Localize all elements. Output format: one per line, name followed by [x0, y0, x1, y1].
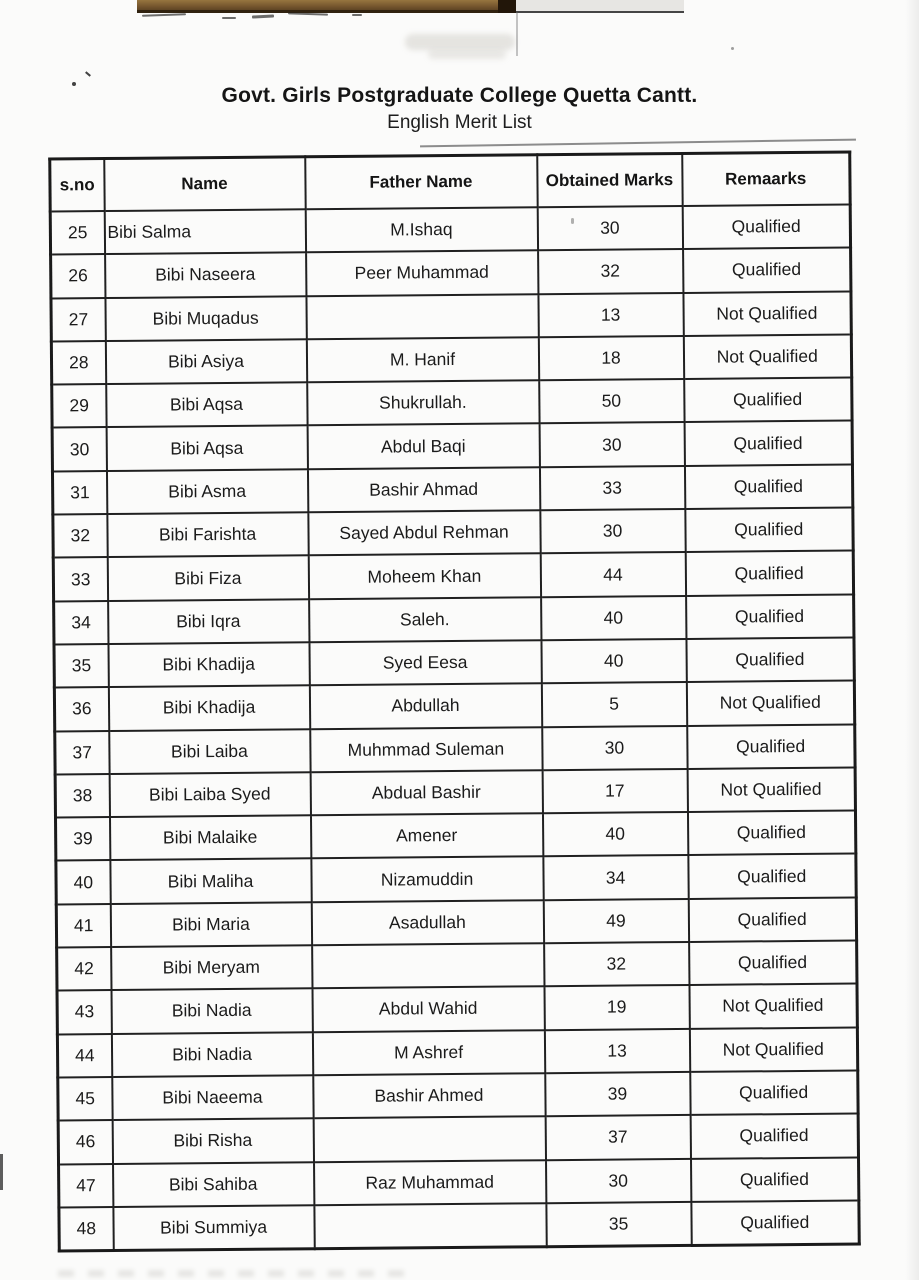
table-row: [58, 1070, 858, 1120]
cell-marks: 40: [541, 596, 686, 641]
cell-father: [314, 1203, 546, 1248]
paper-left-edge-notch: [0, 1154, 3, 1190]
cell-name: Bibi Khadija: [108, 686, 309, 731]
table-row: [50, 205, 850, 255]
cell-sno: 30: [52, 428, 106, 472]
cell-father: M.Ishaq: [305, 207, 537, 252]
cell-father: [306, 294, 538, 339]
cell-sno: 27: [51, 298, 105, 342]
cell-marks: 44: [540, 552, 685, 597]
cell-father: Abdul Baqi: [307, 424, 539, 469]
page-title: Govt. Girls Postgraduate College Quetta Cantt.: [221, 84, 698, 107]
cell-sno: 39: [55, 817, 109, 861]
cell-sno: 42: [57, 947, 111, 991]
cell-marks: 49: [543, 899, 688, 944]
cell-name: Bibi Asiya: [105, 339, 306, 384]
scan-top-edge-grey-strip: [516, 0, 684, 13]
cell-remarks: Qualified: [685, 508, 853, 553]
cell-father: Syed Eesa: [309, 640, 541, 685]
cell-sno: 46: [58, 1120, 112, 1164]
cell-name: Bibi Asma: [106, 469, 307, 514]
cell-name: Bibi Aqsa: [106, 382, 307, 427]
cell-marks: 18: [538, 336, 683, 381]
table-row: [59, 1200, 859, 1250]
cell-name: Bibi Meryam: [111, 945, 312, 990]
cell-name: Bibi Naeema: [112, 1075, 313, 1120]
cell-marks: 32: [538, 249, 683, 294]
cell-sno: 33: [53, 557, 107, 601]
cell-name: Bibi Khadija: [108, 642, 309, 687]
cell-marks: 19: [544, 985, 689, 1030]
cell-remarks: Not Qualified: [687, 767, 855, 812]
cell-remarks: Qualified: [686, 594, 854, 639]
cell-remarks: Qualified: [688, 897, 856, 942]
scan-top-edge-band: [137, 0, 515, 13]
cell-marks: 37: [545, 1115, 690, 1160]
cell-name: Bibi Iqra: [108, 599, 309, 644]
cell-name: Bibi Sahiba: [113, 1162, 314, 1207]
table-header: [50, 152, 850, 211]
cell-sno: 41: [56, 904, 110, 948]
cell-marks: 17: [542, 769, 687, 814]
table-row: [57, 941, 857, 991]
cell-name: Bibi Nadia: [111, 989, 312, 1034]
scan-mark: [288, 12, 328, 15]
cell-father: [313, 1116, 545, 1161]
cell-name: Bibi Maliha: [110, 859, 311, 904]
table-row: [56, 897, 856, 947]
table-row: [53, 508, 853, 558]
table-row: [57, 984, 857, 1034]
table-row: [55, 724, 855, 774]
table-body: [50, 205, 859, 1251]
cell-sno: 36: [54, 687, 108, 731]
cell-sno: 26: [51, 254, 105, 298]
cell-name: Bibi Risha: [112, 1118, 313, 1163]
cell-father: Bashir Ahmad: [307, 467, 539, 512]
cell-name: Bibi Summiya: [113, 1205, 314, 1250]
column-header-remarks: Remaarks: [682, 152, 850, 206]
column-header-name: Name: [104, 157, 305, 211]
cell-father: Abdul Wahid: [312, 987, 544, 1032]
merit-table-container: [48, 151, 858, 1253]
cell-name: Bibi Naseera: [105, 253, 306, 298]
cell-remarks: Qualified: [687, 724, 855, 769]
cell-sno: 43: [57, 990, 111, 1034]
cell-marks: 40: [542, 812, 687, 857]
cell-marks: 30: [542, 726, 687, 771]
cell-remarks: Qualified: [690, 1114, 858, 1159]
cell-remarks: Qualified: [685, 551, 853, 596]
scan-mark: [222, 17, 236, 19]
cell-marks: 33: [539, 466, 684, 511]
table-row: [53, 551, 853, 601]
scan-ghost-line: [420, 139, 856, 148]
scan-mark: [142, 13, 186, 17]
header-row: [50, 152, 850, 211]
cell-father: Raz Muhammad: [314, 1160, 546, 1205]
cell-marks: 30: [546, 1158, 691, 1203]
cell-marks: 39: [545, 1072, 690, 1117]
cell-father: M Ashref: [312, 1030, 544, 1075]
cell-sno: 28: [51, 341, 105, 385]
cell-name: Bibi Laiba Syed: [109, 772, 310, 817]
cell-sno: 47: [59, 1164, 113, 1208]
cell-remarks: Not Qualified: [689, 984, 857, 1029]
table-row: [54, 594, 854, 644]
cell-father: Moheem Khan: [308, 554, 540, 599]
ink-tick: [85, 71, 91, 76]
table-row: [55, 767, 855, 817]
cell-remarks: Qualified: [686, 637, 854, 682]
ink-dot: [731, 47, 734, 50]
cell-remarks: Not Qualified: [689, 1027, 857, 1072]
scan-mark: [352, 14, 362, 16]
cell-father: Abdual Bashir: [310, 770, 542, 815]
cell-father: Amener: [310, 813, 542, 858]
cell-remarks: Qualified: [682, 205, 850, 250]
cell-name: Bibi Muqadus: [105, 296, 306, 341]
cell-marks: 35: [546, 1202, 691, 1247]
cell-name: Bibi Farishta: [107, 512, 308, 557]
scan-smudge: [405, 34, 515, 50]
cell-sno: 31: [52, 471, 106, 515]
table-row: [52, 464, 852, 514]
cell-father: Nizamuddin: [311, 857, 543, 902]
scan-smudge: [428, 50, 506, 59]
table-row: [54, 681, 854, 731]
table-row: [57, 1027, 857, 1077]
cell-marks: 40: [541, 639, 686, 684]
cell-sno: 38: [55, 774, 109, 818]
column-header-sno: s.no: [50, 159, 104, 212]
cell-marks: 13: [538, 293, 683, 338]
table-row: [59, 1157, 859, 1207]
cell-sno: 48: [59, 1207, 113, 1251]
cell-sno: 35: [54, 644, 108, 688]
cell-sno: 32: [53, 514, 107, 558]
cell-name: Bibi Malaike: [109, 815, 310, 860]
cell-remarks: Qualified: [689, 941, 857, 986]
table-row: [51, 248, 851, 298]
table-row: [55, 811, 855, 861]
cell-marks: 30: [537, 206, 682, 251]
table-row: [52, 378, 852, 428]
cell-father: Muhmmad Suleman: [310, 727, 542, 772]
cell-marks: 30: [540, 509, 685, 554]
cell-sno: 44: [57, 1034, 111, 1078]
table-row: [51, 291, 851, 341]
cell-father: Bashir Ahmed: [313, 1073, 545, 1118]
document-header: [0, 84, 919, 136]
table-row: [56, 854, 856, 904]
cell-remarks: Qualified: [683, 248, 851, 293]
cell-sno: 34: [54, 601, 108, 645]
cell-name: Bibi Laiba: [109, 729, 310, 774]
scan-mark: [252, 14, 274, 18]
cell-remarks: Qualified: [688, 854, 856, 899]
cell-father: Peer Muhammad: [306, 251, 538, 296]
cell-name: Bibi Aqsa: [106, 426, 307, 471]
cell-marks: 13: [544, 1029, 689, 1074]
cell-remarks: Qualified: [690, 1157, 858, 1202]
scan-smudge: [58, 1270, 408, 1277]
cell-father: Asadullah: [311, 900, 543, 945]
column-header-father: Father Name: [305, 155, 537, 210]
cell-father: Abdullah: [309, 683, 541, 728]
merit-list-table: [48, 151, 861, 1253]
cell-marks: 32: [544, 942, 689, 987]
cell-name: Bibi Maria: [110, 902, 311, 947]
cell-remarks: Not Qualified: [683, 334, 851, 379]
cell-father: M. Hanif: [306, 337, 538, 382]
scan-top-edge-dark-cap: [498, 0, 516, 13]
cell-sno: 29: [52, 384, 106, 428]
cell-remarks: Qualified: [687, 811, 855, 856]
table-row: [51, 334, 851, 384]
cell-father: Shukrullah.: [307, 380, 539, 425]
cell-remarks: Qualified: [684, 378, 852, 423]
cell-remarks: Not Qualified: [686, 681, 854, 726]
cell-father: Sayed Abdul Rehman: [308, 510, 540, 555]
scan-crease-line: [516, 12, 518, 56]
cell-marks: 50: [539, 379, 684, 424]
cell-sno: 45: [58, 1077, 112, 1121]
cell-sno: 37: [55, 731, 109, 775]
cell-sno: 25: [50, 211, 104, 255]
cell-marks: 30: [539, 422, 684, 467]
cell-name: Bibi Nadia: [111, 1032, 312, 1077]
table-row: [54, 637, 854, 687]
column-header-marks: Obtained Marks: [537, 153, 682, 207]
table-row: [52, 421, 852, 471]
cell-father: Saleh.: [309, 597, 541, 642]
cell-marks: 34: [543, 855, 688, 900]
cell-remarks: Not Qualified: [683, 291, 851, 336]
cell-name: Bibi Fiza: [107, 556, 308, 601]
page-subtitle: English Merit List: [387, 112, 532, 133]
cell-name: Bibi Salma: [104, 209, 305, 254]
cell-father: [312, 943, 544, 988]
cell-remarks: Qualified: [690, 1070, 858, 1115]
cell-remarks: Qualified: [684, 421, 852, 466]
paper-right-edge-shadow: [905, 0, 919, 1280]
cell-remarks: Qualified: [691, 1200, 859, 1245]
cell-sno: 40: [56, 860, 110, 904]
cell-remarks: Qualified: [684, 464, 852, 509]
cell-marks: 5: [541, 682, 686, 727]
table-row: [58, 1114, 858, 1164]
